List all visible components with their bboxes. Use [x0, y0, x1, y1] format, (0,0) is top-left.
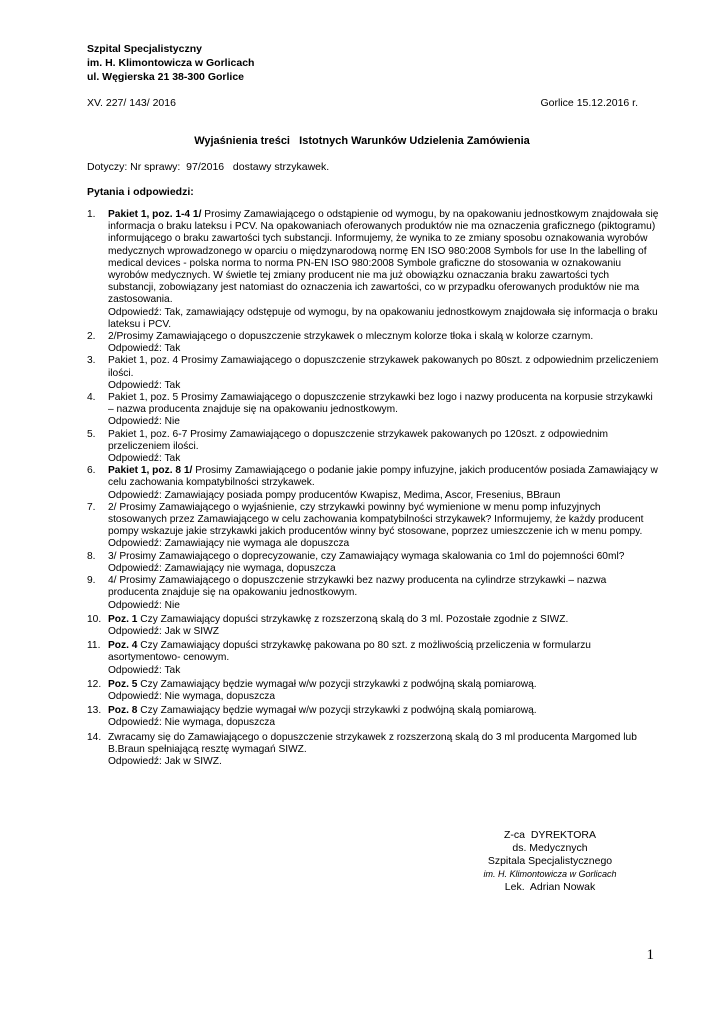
question-text — [108, 551, 659, 563]
question-content: Czy Zamawiający będzie wymagał w/w pozycji strzykawki z podwójną skalą pomiarową. — [137, 705, 537, 717]
item-body — [108, 575, 659, 612]
question-text — [108, 705, 659, 717]
answer-text: Odpowiedź: Zamawiający nie wymaga, dopuszcza — [108, 562, 336, 574]
list-item — [87, 355, 659, 392]
item-number: 7. — [87, 501, 96, 513]
item-number: 1. — [87, 209, 96, 220]
item-body — [108, 640, 659, 677]
question-text — [108, 465, 659, 489]
item-body — [108, 551, 659, 575]
answer-text: Odpowiedź: Tak — [108, 379, 181, 391]
question-content: Czy Zamawiający dopuści strzykawkę z rozszerzoną skalą do 3 ml. Pozostałe zgodnie z SIWZ. — [137, 613, 569, 625]
item-body — [108, 429, 659, 466]
question-content: 2/Prosimy Zamawiającego o dopuszczenie strzykawek o mlecznym kolorze tłoka i skalą w kolorze czarnym. — [108, 331, 594, 343]
item-number: 13. — [87, 705, 102, 717]
signature-block — [460, 829, 640, 894]
answer-text: Odpowiedź: Nie wymaga, dopuszcza — [108, 690, 276, 702]
item-body — [108, 392, 659, 429]
question-content: Pakiet 1, poz. 6-7 Prosimy Zamawiającego o dopuszczenie strzykawek pakowanych po 120szt. z odpowiednim przeliczeniem ilości. — [108, 428, 609, 452]
answer-text: Odpowiedź: Zamawiający nie wymaga ale dopuszcza — [108, 538, 350, 550]
answer-text: Odpowiedź: Nie wymaga, dopuszcza — [108, 717, 276, 729]
list-item — [87, 640, 659, 677]
question-content: Czy Zamawiający dopuści strzykawkę pakowana po 80 szt. z możliwością przeliczenia w formularzu asortymentowo- cenowym. — [108, 640, 591, 664]
answer-text: Odpowiedź: Tak — [108, 453, 181, 465]
question-content: Prosimy Zamawiającego o podanie jakie pompy infuzyjne, jakich producentów posiada Zamawiający w celu zachowania kompatybilności strzykawek. — [108, 465, 658, 489]
question-text — [108, 614, 659, 626]
item-number: 10. — [87, 613, 102, 625]
question-text — [108, 575, 659, 599]
list-item — [87, 705, 659, 729]
header-line-2: im. H. Klimontowicza w Gorlicach — [87, 57, 255, 69]
item-body — [108, 614, 659, 638]
question-bold-prefix: Poz. 4 — [108, 640, 138, 652]
list-item — [87, 614, 659, 638]
question-text — [108, 209, 659, 307]
signature-line-5: Lek. Adrian Nowak — [504, 881, 596, 893]
list-item — [87, 392, 659, 429]
signature-line-1: Z-ca DYREKTORA — [504, 829, 596, 841]
document-title: Wyjaśnienia treści Istotnych Warunków Udzielenia Zamówienia — [194, 135, 530, 147]
question-content: 4/ Prosimy Zamawiającego o dopuszczenie strzykawki bez nazwy producenta na cylindrze strzykawki – nazwa producenta znajduje się na opakowaniu jednostkowym. — [108, 575, 607, 599]
signature-line-2: ds. Medycznych — [512, 842, 588, 854]
question-bold-prefix: Pakiet 1, poz. 1-4 1/ — [108, 209, 202, 220]
question-bold-prefix: Poz. 5 — [108, 678, 138, 690]
question-content: Czy Zamawiający będzie wymagał w/w pozycji strzykawki z podwójną skalą pomiarową. — [137, 678, 537, 690]
list-item — [87, 679, 659, 703]
hospital-header — [87, 42, 254, 84]
list-item — [87, 551, 659, 575]
question-bold-prefix: Poz. 1 — [108, 613, 138, 625]
answer-text: Odpowiedź: Nie — [108, 416, 180, 428]
item-body — [108, 705, 659, 729]
question-content: Pakiet 1, poz. 5 Prosimy Zamawiającego o dopuszczenie strzykawki bez logo i nazwy producenta na korpusie strzykawki – nazwa producenta znajduje się na opakowaniu jednostkowym. — [108, 392, 653, 416]
list-item — [87, 429, 659, 466]
list-item — [87, 209, 659, 331]
question-text — [108, 640, 659, 664]
answer-text: Odpowiedź: Zamawiający posiada pompy producentów Kwapisz, Medima, Ascor, Fresenius, BBraun — [108, 489, 561, 501]
item-body — [108, 679, 659, 703]
item-body — [108, 465, 659, 502]
question-bold-prefix: Poz. 8 — [108, 705, 138, 717]
header-line-3: ul. Węgierska 21 38-300 Gorlice — [87, 71, 244, 83]
item-body — [108, 732, 659, 769]
question-content: 3/ Prosimy Zamawiającego o doprecyzowanie, czy Zamawiający wymaga skalowania co 1ml do pojemności 60ml? — [108, 550, 625, 562]
item-body — [108, 209, 659, 331]
question-content: 2/ Prosimy Zamawiającego o wyjaśnienie, czy strzykawki powinny być wymienione w menu pomp infuzyjnych stosowanych przez Zamawiającego w celu zachowania kompatybilności strzykawek? Informujemy, że każdy producent pompy wskazuje jakie strzykawki jakich producentów winny być stosowane, poprzez umieszczenie ich w menu pompy. — [108, 501, 644, 538]
question-content: Pakiet 1, poz. 4 Prosimy Zamawiającego o dopuszczenie strzykawek pakowanych po 80szt. z odpowiednim przeliczeniem ilości. — [108, 355, 659, 379]
item-number: 6. — [87, 465, 96, 477]
item-number: 12. — [87, 678, 102, 690]
item-number: 11. — [87, 640, 101, 652]
item-number: 3. — [87, 355, 96, 367]
question-text — [108, 331, 659, 343]
question-bold-prefix: Pakiet 1, poz. 8 1/ — [108, 465, 193, 477]
signature-line-3: Szpitala Specjalistycznego — [487, 855, 613, 867]
qa-heading: Pytania i odpowiedzi: — [87, 186, 194, 198]
question-content: Zwracamy się do Zamawiającego o dopuszczenie strzykawek z rozszerzoną skalą do 3 ml producenta Margomed lub B.Braun spełniającą resztę wymagań SIWZ. — [108, 731, 637, 755]
place-date: Gorlice 15.12.2016 r. — [540, 97, 638, 109]
item-number: 2. — [87, 331, 96, 343]
question-text — [108, 392, 659, 416]
question-content: Prosimy Zamawiającego o odstąpienie od wymogu, by na opakowaniu jednostkowym znajdowała się informacja o braku lateksu i PCV. Na opakowaniach oferowanych produktów nie ma oznaczenia graficznego (piktogramu) informującego o braku zawartości tych substancji. Informujemy, że wynika to ze zmiany sposobu oznakowania wyrobów medycznych wprowadzonego w oparciu o międzynarodową normę EN ISO 980:2008 Symbols for use In the labelling of medical devices - polska norma to norma PN-EN ISO 980:2008 Symbole graficzne do stosowania w oznakowaniu wyrobów medycznych. W świetle tej zmiany producent nie ma już obowiązku oznaczania braku zawartości tych substancji, zobowiązany jest natomiast do oznaczenia ich zawartości, co w przypadku oferowanych produktów nie ma zastosowania. — [108, 209, 659, 306]
list-item — [87, 732, 659, 769]
answer-text: Odpowiedź: Tak, zamawiający odstępuje od wymogu, by na opakowaniu jednostkowym znajdowała się informacja o braku lateksu i PCV. — [108, 306, 658, 330]
item-number: 9. — [87, 575, 96, 587]
item-number: 14. — [87, 731, 102, 743]
answer-text: Odpowiedź: Tak — [108, 343, 181, 355]
item-body — [108, 502, 659, 551]
item-body — [108, 331, 659, 355]
question-text — [108, 732, 659, 756]
subject-line: Dotyczy: Nr sprawy: 97/2016 dostawy strzykawek. — [87, 161, 330, 173]
list-item — [87, 465, 659, 502]
question-text — [108, 502, 659, 539]
signature-line-4: im. H. Klimontowicza w Gorlicach — [483, 869, 617, 879]
item-number: 4. — [87, 392, 96, 404]
qa-list — [87, 209, 659, 768]
reference-number: XV. 227/ 143/ 2016 — [87, 97, 176, 109]
item-body — [108, 355, 659, 392]
list-item — [87, 502, 659, 551]
list-item — [87, 331, 659, 355]
page-number: 1 — [646, 947, 654, 963]
question-text — [108, 355, 659, 379]
question-text — [108, 429, 659, 453]
item-number: 8. — [87, 550, 96, 562]
answer-text: Odpowiedź: Tak — [108, 664, 181, 676]
list-item — [87, 575, 659, 612]
answer-text: Odpowiedź: Nie — [108, 599, 180, 611]
answer-text: Odpowiedź: Jak w SIWZ — [108, 625, 219, 637]
question-text — [108, 679, 659, 691]
header-line-1: Szpital Specjalistyczny — [87, 43, 202, 55]
answer-text: Odpowiedź: Jak w SIWZ. — [108, 755, 222, 767]
item-number: 5. — [87, 428, 96, 440]
